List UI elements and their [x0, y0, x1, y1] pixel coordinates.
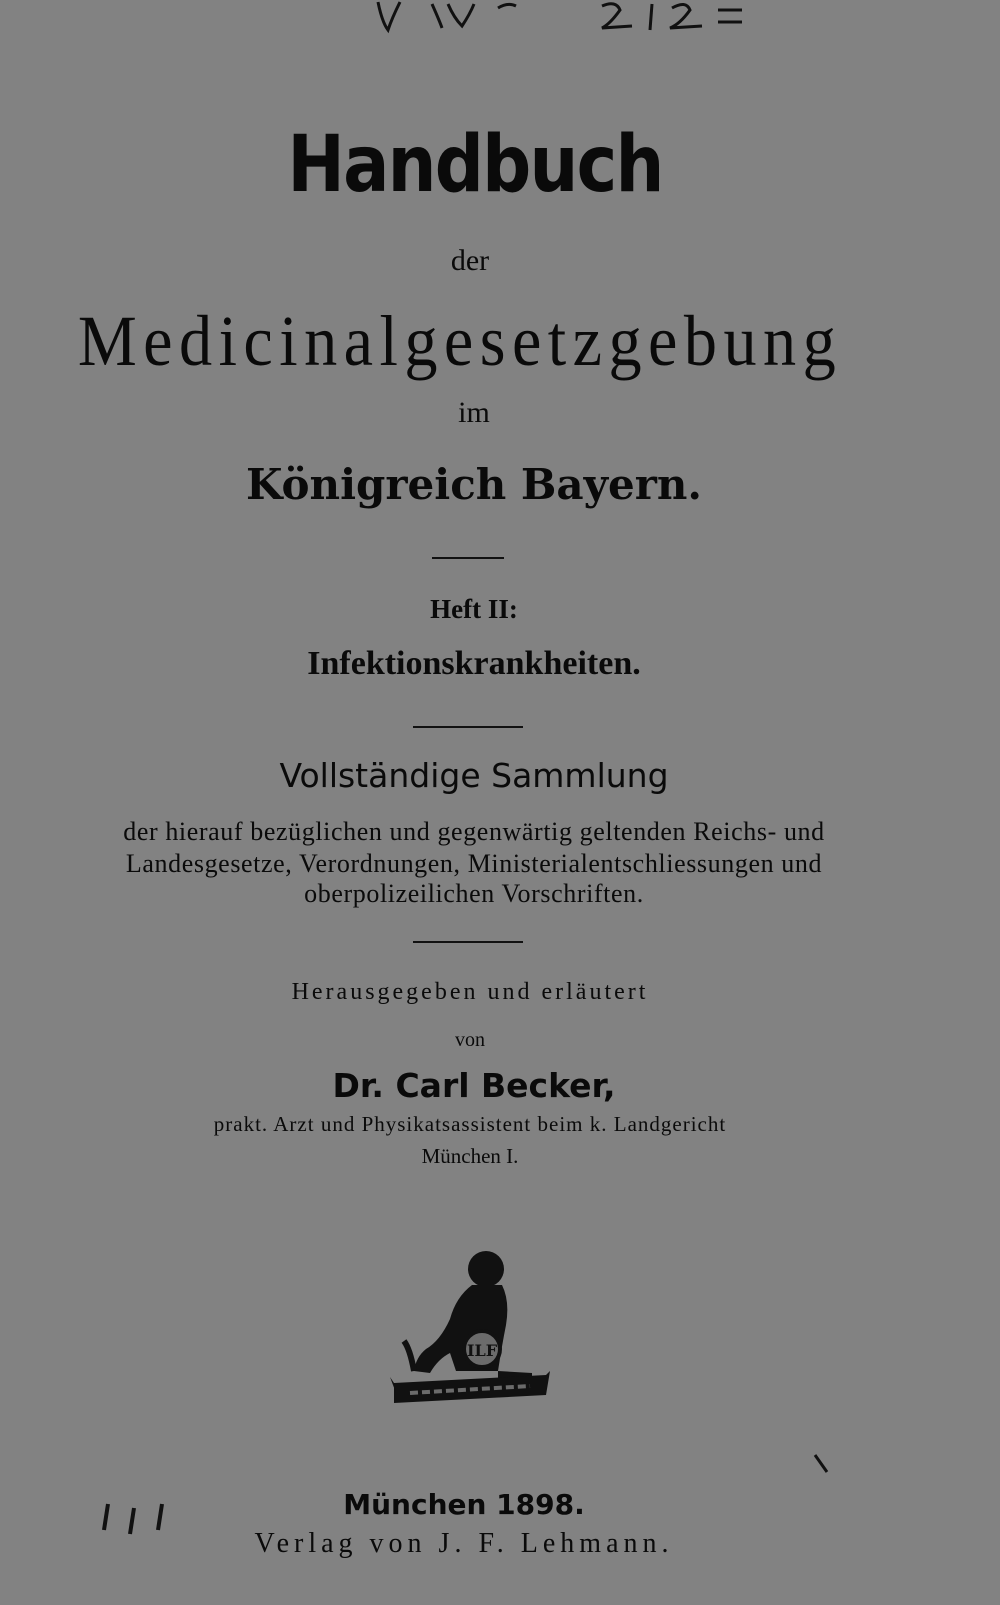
collection-line: Landesgesetze, Verordnungen, Ministerialentschliessungen und	[125, 849, 823, 878]
divider-rule	[432, 557, 504, 559]
author-name: Dr. Carl Becker,	[332, 1066, 616, 1105]
book-title: Handbuch	[287, 120, 663, 210]
svg-text:ILF: ILF	[466, 1341, 498, 1360]
title-connector-im: im	[458, 396, 490, 429]
title-connector-der: der	[450, 244, 490, 277]
region-title: Königreich Bayern.	[245, 460, 703, 509]
handwritten-mark	[812, 1452, 832, 1476]
collection-line: oberpolizeilichen Vorschriften.	[304, 879, 644, 908]
part-title: Infektionskrankheiten.	[307, 645, 641, 682]
book-subject: Medicinalgesetzgebung	[77, 301, 843, 381]
part-number: Heft II:	[430, 594, 518, 624]
by-connector: von	[455, 1029, 485, 1051]
collection-heading: Vollständige Sammlung	[279, 756, 669, 795]
lion-seal-icon	[390, 1245, 550, 1405]
author-affiliation-city: München I.	[421, 1144, 519, 1168]
imprint-place-year: München 1898.	[343, 1488, 585, 1521]
publisher-name: Verlag von J. F. Lehmann.	[254, 1528, 674, 1559]
author-affiliation: prakt. Arzt und Physikatsassistent beim k. Landgericht	[213, 1112, 727, 1136]
divider-rule	[413, 726, 523, 728]
collection-line: der hierauf bezüglichen und gegenwärtig geltenden Reichs- und	[123, 817, 825, 846]
divider-rule	[413, 941, 523, 943]
handwritten-shelfmark	[370, 0, 790, 34]
handwritten-mark	[100, 1500, 180, 1540]
edited-by: Herausgegeben und erläutert	[291, 979, 649, 1005]
